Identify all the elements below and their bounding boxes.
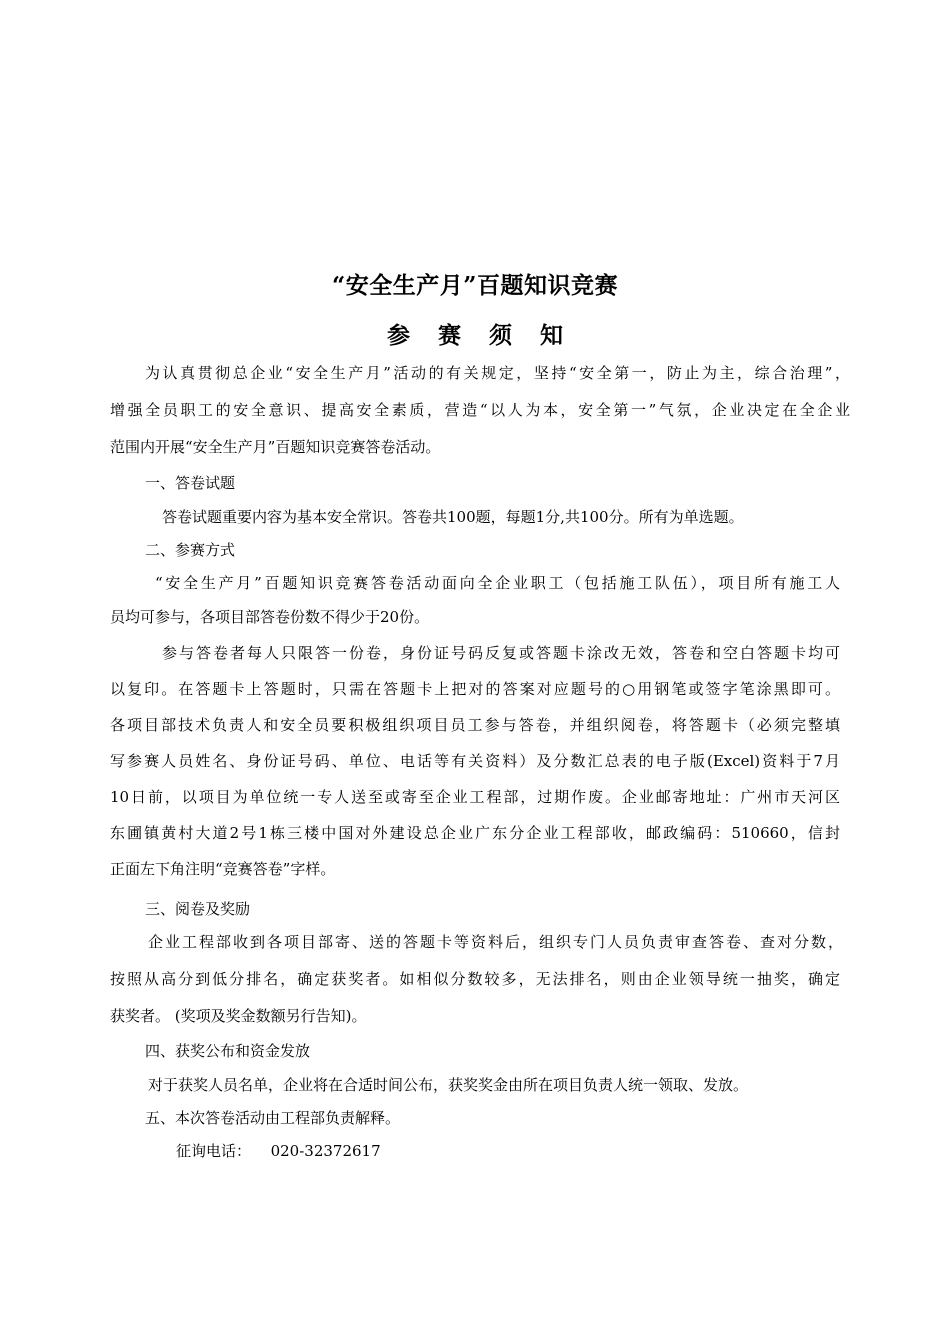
section-2-para1-line-2: 员均可参与，各项目部答卷份数不得少于20份。 — [110, 608, 430, 626]
section-2-para2-line-3: 各项目部技术负责人和安全员要积极组织项目员工参与答卷，并组织阅卷，将答题卡（必须完整填 — [110, 716, 840, 734]
section-3-line-1: 企业工程部收到各项目部寄、送的答题卡等资料后，组织专门人员负责审查答卷、查对分数， — [148, 933, 843, 951]
section-4-heading: 四、获奖公布和资金发放 — [145, 1042, 311, 1060]
contact-phone: 020-32372617 — [270, 1142, 381, 1160]
section-3-heading: 三、阅卷及奖励 — [145, 900, 251, 918]
intro-line-1: 为认真贯彻总企业“安全生产月”活动的有关规定，坚持“安全第一，防止为主，综合治理”， — [145, 364, 850, 382]
document-subtitle: 参赛须知 — [387, 322, 591, 349]
section-4-body: 对于获奖人员名单，企业将在合适时间公布，获奖奖金由所在项目负责人统一领取、发放。 — [148, 1076, 749, 1094]
section-2-para2-line-1: 参与答卷者每人只限答一份卷，身份证号码反复或答题卡涂改无效，答卷和空白答题卡均可 — [162, 644, 840, 662]
intro-line-2: 增强全员职工的安全意识、提高安全素质，营造“以人为本，安全第一”气氛，企业决定在全企业 — [110, 401, 850, 419]
section-1-body: 答卷试题重要内容为基本安全常识。答卷共100题，每题1分,共100分。所有为单选题。 — [162, 508, 744, 526]
contact-label: 征询电话： — [176, 1142, 252, 1160]
section-2-para2-line-7: 正面左下角注明“竞赛答卷”字样。 — [110, 860, 336, 878]
section-3-line-3: 获奖者。 (奖项及奖金数额另行告知)。 — [110, 1007, 367, 1025]
section-2-para2-line-5: 10日前，以项目为单位统一专人送至或寄至企业工程部，过期作废。企业邮寄地址：广州市天河区 — [110, 788, 840, 806]
intro-line-3: 范围内开展“安全生产月”百题知识竞赛答卷活动。 — [110, 438, 441, 456]
section-1-heading: 一、答卷试题 — [145, 474, 236, 492]
contact-line — [176, 1139, 916, 1163]
section-2-para2-line-2: 以复印。在答题卡上答题时，只需在答题卡上把对的答案对应题号的○用钢笔或签字笔涂黑即可。 — [110, 680, 840, 698]
section-3-line-2: 按照从高分到低分排名，确定获奖者。如相似分数较多，无法排名，则由企业领导统一抽奖，确定 — [110, 970, 840, 988]
section-2-para2-line-4: 写参赛人员姓名、身份证号码、单位、电话等有关资料）及分数汇总表的电子版(Excel)资料于7月 — [110, 752, 840, 770]
section-2-para1-line-1: “安全生产月”百题知识竞赛答卷活动面向全企业职工（包括施工队伍），项目所有施工人 — [155, 574, 840, 592]
document-title: “安全生产月”百题知识竞赛 — [332, 272, 618, 299]
section-2-heading: 二、参赛方式 — [145, 541, 236, 559]
section-2-para2-line-6: 东圃镇黄村大道2号1栋三楼中国对外建设总企业广东分企业工程部收，邮政编码：510660，信封 — [110, 824, 840, 842]
section-5-heading: 五、本次答卷活动由工程部负责解释。 — [145, 1109, 401, 1127]
